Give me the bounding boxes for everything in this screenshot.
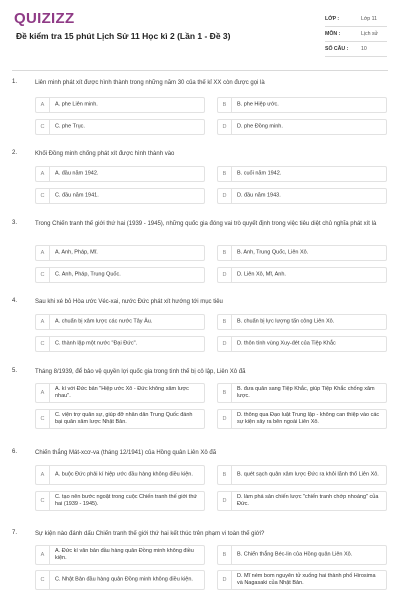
option-text: D. đầu năm 1943. [237, 192, 281, 199]
option-a[interactable] [35, 314, 205, 330]
meta-row-subject [325, 27, 387, 42]
option-letter: C [36, 492, 50, 510]
meta-label: MÔN : [325, 31, 341, 37]
option-letter: B [218, 315, 232, 329]
option-letter: A [36, 167, 50, 181]
question-text: Liên minh phát xít được hình thành trong những năm 30 của thế kỉ XX còn được gọi là [35, 80, 265, 86]
meta-value: Lịch sử [361, 31, 379, 37]
option-letter: D [218, 410, 232, 428]
meta-row-count [325, 42, 387, 57]
option-text: B. cuối năm 1942. [237, 170, 282, 177]
option-c[interactable] [35, 491, 205, 511]
option-c[interactable] [35, 570, 205, 590]
option-b[interactable] [217, 245, 387, 261]
question-number: 2. [12, 150, 18, 156]
option-text: D. Liên Xô, Mĩ, Anh. [237, 271, 286, 278]
option-d[interactable] [217, 409, 387, 429]
option-text: A. Đức kí văn bản đầu hàng quân Đồng minh không điều kiện. [55, 548, 194, 561]
option-letter: A [36, 546, 50, 564]
option-text: B. đưa quân sang Tiệp Khắc, giúp Tiệp Khắc chống xâm lược. [237, 386, 375, 399]
option-c[interactable] [35, 409, 205, 429]
option-text: D. thôn tính vùng Xuy-đét của Tiệp Khắc [237, 340, 336, 347]
option-a[interactable] [35, 465, 205, 485]
option-letter: D [218, 337, 232, 351]
option-text: A. Anh, Pháp, Mĩ. [55, 249, 98, 256]
option-b[interactable] [217, 166, 387, 182]
option-d[interactable] [217, 119, 387, 135]
option-letter: C [36, 337, 50, 351]
meta-label: SỐ CÂU : [325, 46, 349, 52]
option-letter: A [36, 384, 50, 402]
option-letter: D [218, 189, 232, 203]
question-text: Khối Đồng minh chống phát xít được hình thành vào [35, 151, 175, 157]
meta-value: 10 [361, 46, 367, 52]
option-letter: A [36, 98, 50, 112]
option-letter: B [218, 466, 232, 484]
option-a[interactable] [35, 97, 205, 113]
option-letter: B [218, 384, 232, 402]
option-letter: C [36, 410, 50, 428]
option-c[interactable] [35, 267, 205, 283]
header-divider [12, 70, 388, 71]
question-text: Sau khi xé bỏ Hòa ước Véc-xai, nước Đức phát xít hướng tới mục tiêu [35, 299, 223, 305]
option-text: B. phe Hiệp ước. [237, 101, 279, 108]
meta-value: Lớp 11 [361, 16, 377, 22]
page-title: Đề kiểm tra 15 phút Lịch Sử 11 Học kì 2 (Lần 1 - Đề 3) [16, 31, 231, 41]
option-d[interactable] [217, 336, 387, 352]
meta-table [325, 12, 387, 57]
option-text: C. phe Trục. [55, 123, 85, 130]
option-letter: B [218, 546, 232, 564]
option-d[interactable] [217, 188, 387, 204]
page-header [0, 0, 400, 66]
question-number: 5. [12, 368, 18, 374]
option-text: D. phe Đồng minh. [237, 123, 283, 130]
option-letter: B [218, 98, 232, 112]
option-text: A. kí với Đức bản "Hiệp ước Xô - Đức không xâm lược nhau". [55, 386, 189, 399]
option-letter: C [36, 571, 50, 589]
option-text: A. đầu năm 1942. [55, 170, 99, 177]
option-a[interactable] [35, 166, 205, 182]
option-b[interactable] [217, 97, 387, 113]
option-letter: C [36, 189, 50, 203]
option-text: D. làm phá sản chiến lược "chiến tranh chớp nhoáng" của Đức. [237, 494, 379, 507]
option-letter: D [218, 120, 232, 134]
option-text: B. chuẩn bị lực lượng tấn công Liên Xô. [237, 318, 335, 325]
option-letter: D [218, 571, 232, 589]
option-c[interactable] [35, 119, 205, 135]
option-text: A. chuẩn bị xâm lược các nước Tây Âu. [55, 318, 153, 325]
option-text: D. thông qua Đạo luật Trung lập - không can thiệp vào các sự kiện xảy ra bên ngoài Liên Xô. [237, 412, 380, 425]
option-letter: A [36, 246, 50, 260]
option-b[interactable] [217, 465, 387, 485]
option-letter: D [218, 492, 232, 510]
option-c[interactable] [35, 336, 205, 352]
option-text: C. Nhật Bản đầu hàng quân Đồng minh không điều kiện. [55, 576, 193, 583]
option-text: B. Chiến thắng Béc-lin của Hồng quân Liên Xô. [237, 551, 353, 558]
question-number: 6. [12, 449, 18, 455]
option-text: C. đầu năm 1941. [55, 192, 99, 199]
option-text: B. quét sạch quân xâm lược Đức ra khỏi lãnh thổ Liên Xô. [237, 471, 379, 478]
option-a[interactable] [35, 245, 205, 261]
meta-label: LỚP : [325, 16, 340, 22]
option-text: D. Mĩ ném bom nguyên tử xuống hai thành phố Hirosima và Nagasaki của Nhật Bản. [237, 573, 376, 586]
option-a[interactable] [35, 383, 205, 403]
option-letter: C [36, 268, 50, 282]
option-c[interactable] [35, 188, 205, 204]
question-number: 1. [12, 79, 18, 85]
question-text: Sự kiện nào đánh dấu Chiến tranh thế giới thứ hai kết thúc trên phạm vi toàn thế giới? [35, 531, 265, 537]
option-d[interactable] [217, 570, 387, 590]
option-text: C. thành lập một nước "Đại Đức". [55, 340, 138, 347]
option-letter: A [36, 315, 50, 329]
question-number: 7. [12, 530, 18, 536]
option-text: B. Anh, Trung Quốc, Liên Xô. [237, 249, 309, 256]
question-text: Trong Chiến tranh thế giới thứ hai (1939 - 1945), những quốc gia đóng vai trò quyết định trong việc tiêu diệt chủ nghĩa phát xít là [35, 221, 377, 227]
option-b[interactable] [217, 383, 387, 403]
question-text: Chiến thắng Mát-xcơ-va (tháng 12/1941) của Hồng quân Liên Xô đã [35, 450, 217, 456]
question-number: 4. [12, 298, 18, 304]
question-number: 3. [12, 220, 18, 226]
option-text: A. buộc Đức phải kí hiệp ước đầu hàng không điều kiện. [55, 471, 193, 478]
option-letter: B [218, 167, 232, 181]
option-b[interactable] [217, 545, 387, 565]
option-text: C. Anh, Pháp, Trung Quốc. [55, 271, 121, 278]
option-letter: D [218, 268, 232, 282]
option-letter: C [36, 120, 50, 134]
option-d[interactable] [217, 491, 387, 511]
question-text: Tháng 8/1939, để bảo vệ quyền lợi quốc gia trong tình thế bị cô lập, Liên Xô đã [35, 369, 246, 375]
option-b[interactable] [217, 314, 387, 330]
option-letter: A [36, 466, 50, 484]
meta-row-class [325, 12, 387, 27]
quizizz-logo: QUIZIZZ [14, 10, 75, 27]
option-d[interactable] [217, 267, 387, 283]
option-a[interactable] [35, 545, 205, 565]
option-text: C. viện trợ quân sự, giúp đỡ nhân dân Trung Quốc đánh bại quân xâm lược Nhật Bản. [55, 412, 193, 425]
option-text: A. phe Liên minh. [55, 101, 98, 108]
option-text: C. tạo nên bước ngoặt trong cuộc Chiến tranh thế giới thứ hai (1939 - 1945). [55, 494, 198, 507]
option-letter: B [218, 246, 232, 260]
